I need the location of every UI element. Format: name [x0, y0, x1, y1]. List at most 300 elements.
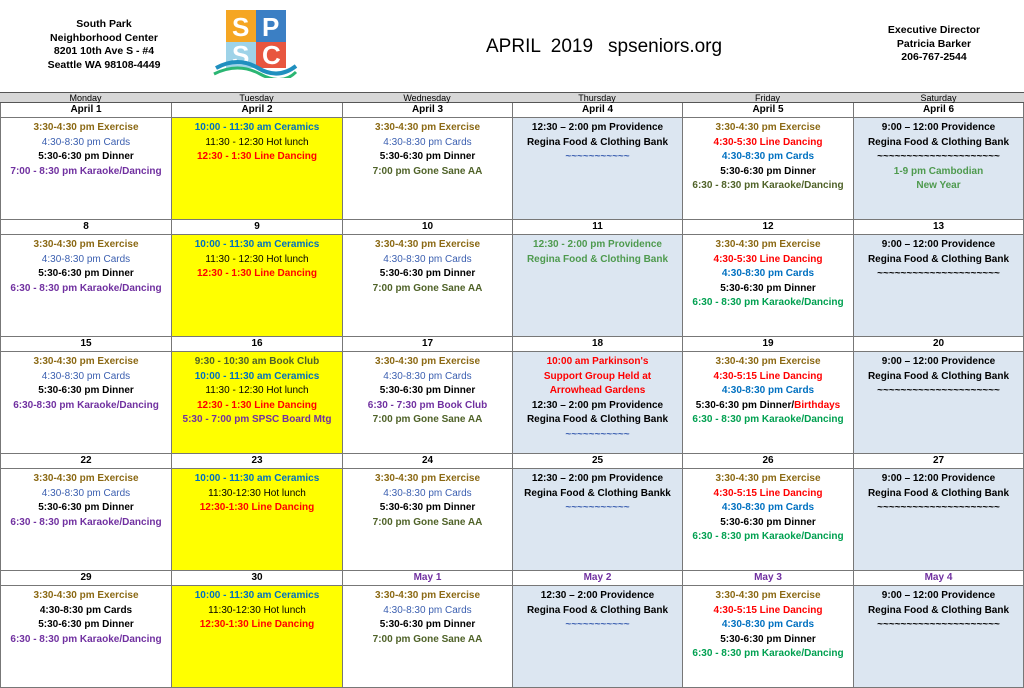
date-label: 9	[172, 220, 342, 235]
event-item	[1, 633, 171, 648]
date-label: May 4	[854, 571, 1023, 586]
event-text: Regina Food & Clothing Bank	[526, 604, 669, 616]
date-label: 16	[172, 337, 342, 352]
event-list	[172, 352, 342, 453]
event-text: 7:00 pm Gone Sane AA	[372, 516, 483, 528]
event-text: 5:30-6:30 pm Dinner	[720, 633, 816, 645]
event-item	[343, 618, 512, 633]
event-item	[172, 501, 342, 516]
date-label: 29	[1, 571, 171, 586]
event-list	[172, 469, 342, 570]
event-text: 6:30 - 7:30 pm Book Club	[367, 399, 488, 411]
event-item	[854, 238, 1023, 253]
event-item	[343, 633, 512, 648]
date-label: May 1	[343, 571, 512, 586]
event-item	[854, 589, 1023, 604]
date-label: April 5	[683, 103, 853, 118]
logo-letter: C	[262, 40, 281, 70]
day-cell	[171, 337, 342, 454]
center-address	[4, 18, 204, 72]
event-item	[513, 413, 682, 428]
event-item	[1, 253, 171, 268]
event-text: Support Group Held at	[543, 370, 652, 382]
date-label: 27	[854, 454, 1023, 469]
event-text: 5:30-6:30 pm Dinner	[720, 516, 816, 528]
event-text: 4:30-8:30 pm Cards	[39, 604, 133, 616]
event-list	[513, 235, 682, 336]
event-text: 4:30-5:30 Line Dancing	[713, 253, 823, 265]
event-text: 6:30 - 8:30 pm Karaoke/Dancing	[10, 633, 162, 645]
date-label: 13	[854, 220, 1023, 235]
event-item	[1, 282, 171, 297]
event-text: 10:00 - 11:30 am Ceramics	[194, 473, 320, 484]
date-label: 15	[1, 337, 171, 352]
event-text: 4:30-8:30 pm Cards	[721, 151, 815, 162]
event-item	[1, 501, 171, 516]
event-item	[343, 355, 512, 370]
day-cell	[0, 337, 171, 454]
event-item	[1, 589, 171, 604]
event-text: 9:30 - 10:30 am Book Club	[194, 356, 320, 367]
event-text: 7:00 - 8:30 pm Karaoke/Dancing	[10, 165, 162, 177]
event-text: 12:30-1:30 Line Dancing	[199, 502, 315, 513]
event-text: 12:30 - 1:30 Line Dancing	[196, 268, 318, 279]
month-title: APRIL 2019	[486, 36, 594, 57]
event-list	[172, 586, 342, 687]
day-cell	[342, 571, 512, 688]
event-item	[854, 472, 1023, 487]
event-text: 5:30-6:30 pm Dinner/	[695, 399, 795, 411]
event-item	[343, 238, 512, 253]
event-text: 6:30-8:30 pm Karaoke/Dancing	[13, 399, 159, 411]
org-line: 8201 10th Ave S - #4	[53, 45, 155, 57]
day-cell	[512, 220, 682, 337]
day-cell	[171, 571, 342, 688]
event-text: 3:30-4:30 pm Exercise	[374, 356, 481, 367]
event-text: 5:30-6:30 pm Dinner	[379, 502, 476, 513]
event-text: 10:00 - 11:30 am Ceramics	[194, 122, 320, 133]
date-label: April 2	[172, 103, 342, 118]
day-cell	[682, 220, 853, 337]
event-text: ~~~~~~~~~~~	[565, 428, 630, 440]
event-text: 10:00 - 11:30 am Ceramics	[194, 590, 320, 601]
event-text: 11:30-12:30 Hot lunch	[208, 487, 306, 499]
event-item	[683, 355, 853, 370]
logo-letter: S	[232, 40, 250, 70]
event-item	[683, 399, 853, 414]
event-text: 4:30-8:30 pm Cards	[721, 502, 815, 513]
date-label: 24	[343, 454, 512, 469]
event-text: 3:30-4:30 pm Exercise	[33, 590, 139, 601]
event-item	[1, 399, 171, 414]
event-text: ~~~~~~~~~~~~~~~~~~~~~	[877, 268, 1000, 279]
event-list	[172, 235, 342, 336]
day-header-wednesday: Wednesday	[342, 92, 512, 103]
event-item	[1, 370, 171, 385]
event-item	[343, 267, 512, 282]
event-item	[854, 618, 1023, 633]
event-text: ~~~~~~~~~~~~~~~~~~~~~	[877, 385, 1000, 396]
event-item	[683, 253, 853, 268]
day-cell	[171, 454, 342, 571]
exec-line: Patricia Barker	[896, 37, 972, 50]
event-text: Regina Food & Clothing Bankk	[524, 487, 671, 499]
event-text: Arrowhead Gardens	[549, 385, 646, 396]
executive-director-info	[846, 24, 1022, 65]
event-list	[513, 118, 682, 219]
event-item	[172, 487, 342, 502]
day-header-saturday: Saturday	[853, 92, 1024, 103]
event-text: 4:30-8:30 pm Cards	[383, 136, 472, 148]
date-label: 18	[513, 337, 682, 352]
event-text: 3:30-4:30 pm Exercise	[33, 122, 139, 133]
event-item	[172, 370, 342, 385]
event-text: 12:30 - 1:30 Line Dancing	[196, 151, 318, 162]
event-item	[854, 267, 1023, 282]
event-text: 3:30-4:30 pm Exercise	[715, 590, 821, 601]
day-header-friday: Friday	[682, 92, 853, 103]
event-item	[343, 384, 512, 399]
event-text: 9:00 – 12:00 Providence	[881, 590, 996, 601]
event-item	[1, 267, 171, 282]
event-list	[343, 469, 512, 570]
date-label: 17	[343, 337, 512, 352]
logo-letter: S	[232, 12, 250, 42]
event-item	[343, 413, 512, 428]
event-text: 12:30 - 2:00 pm Providence	[533, 239, 662, 250]
event-item	[343, 589, 512, 604]
date-label: 11	[513, 220, 682, 235]
event-list	[513, 469, 682, 570]
event-text: 4:30-8:30 pm Cards	[41, 136, 131, 148]
day-cell	[853, 220, 1024, 337]
exec-line: 206-767-2544	[901, 51, 967, 63]
day-cell	[512, 454, 682, 571]
event-text: Regina Food & Clothing Bank	[526, 414, 669, 425]
day-cell	[342, 220, 512, 337]
date-label: 8	[1, 220, 171, 235]
event-text: 5:30-6:30 pm Dinner	[379, 151, 476, 162]
date-label: 30	[172, 571, 342, 586]
event-text: 3:30-4:30 pm Exercise	[33, 239, 139, 250]
event-text: 7:00 pm Gone Sane AA	[372, 165, 483, 177]
event-item	[683, 604, 853, 619]
event-text: 6:30 - 8:30 pm Karaoke/Dancing	[692, 531, 844, 542]
event-list	[683, 586, 853, 687]
event-text: 4:30-5:15 Line Dancing	[713, 604, 823, 616]
event-item	[854, 179, 1023, 194]
event-text: 11:30-12:30 Hot lunch	[208, 604, 306, 616]
event-list	[1, 586, 171, 687]
date-label: April 4	[513, 103, 682, 118]
event-item	[1, 136, 171, 151]
event-text: 12:30 – 2:00 pm Providence	[531, 399, 664, 411]
date-label: 20	[854, 337, 1023, 352]
website-url: spseniors.org	[608, 36, 723, 57]
event-item	[683, 647, 853, 662]
event-text: 3:30-4:30 pm Exercise	[715, 356, 821, 367]
event-list	[854, 469, 1023, 570]
event-text: 7:00 pm Gone Sane AA	[372, 414, 483, 425]
event-text: 3:30-4:30 pm Exercise	[33, 356, 139, 367]
event-text: 4:30-8:30 pm Cards	[721, 385, 815, 396]
event-text: 6:30 - 8:30 pm Karaoke/Dancing	[692, 648, 844, 659]
event-list	[1, 118, 171, 219]
event-text: 7:00 pm Gone Sane AA	[372, 633, 483, 645]
event-text: Regina Food & Clothing Bank	[867, 370, 1010, 382]
event-text: 5:30-6:30 pm Dinner	[379, 385, 476, 396]
event-item	[343, 604, 512, 619]
event-item	[172, 384, 342, 399]
day-cell	[0, 571, 171, 688]
event-item	[172, 355, 342, 370]
event-text: 9:00 – 12:00 Providence	[881, 473, 996, 484]
event-list	[1, 469, 171, 570]
day-cell	[171, 103, 342, 220]
event-text: 4:30-8:30 pm Cards	[41, 370, 131, 382]
event-text: 6:30 - 8:30 pm Karaoke/Dancing	[10, 516, 162, 528]
date-label: April 3	[343, 103, 512, 118]
event-item	[683, 501, 853, 516]
event-list	[1, 352, 171, 453]
event-text: 6:30 - 8:30 pm Karaoke/Dancing	[692, 414, 844, 425]
date-label: April 1	[1, 103, 171, 118]
event-text: 12:30 - 1:30 Line Dancing	[196, 399, 318, 411]
event-item	[343, 253, 512, 268]
calendar-grid	[0, 92, 1024, 688]
event-text: 5:30-6:30 pm Dinner	[38, 502, 134, 513]
event-text: Regina Food & Clothing Bank	[867, 136, 1010, 148]
event-item	[683, 121, 853, 136]
event-text: 4:30-8:30 pm Cards	[721, 268, 815, 279]
event-text: 4:30-8:30 pm Cards	[721, 619, 815, 630]
event-item	[1, 238, 171, 253]
event-item	[854, 136, 1023, 151]
event-text: ~~~~~~~~~~~~~~~~~~~~~	[877, 502, 1000, 513]
event-list	[172, 118, 342, 219]
event-item	[1, 516, 171, 531]
event-item	[683, 238, 853, 253]
event-item	[513, 428, 682, 443]
event-text: 12:30 – 2:00 pm Providence	[531, 122, 664, 133]
event-item	[683, 136, 853, 151]
day-header-thursday: Thursday	[512, 92, 682, 103]
event-text: 5:30-6:30 pm Dinner	[720, 165, 816, 177]
event-text: 11:30 - 12:30 Hot lunch	[205, 385, 309, 396]
event-item	[854, 604, 1023, 619]
event-item	[343, 121, 512, 136]
date-label: 25	[513, 454, 682, 469]
event-text: Regina Food & Clothing Bank	[867, 487, 1010, 499]
event-item	[343, 282, 512, 297]
event-item	[343, 516, 512, 531]
event-item	[513, 253, 682, 268]
event-item	[513, 238, 682, 253]
event-item	[854, 370, 1023, 385]
date-label: 19	[683, 337, 853, 352]
day-cell	[853, 571, 1024, 688]
event-list	[513, 352, 682, 453]
event-item	[1, 618, 171, 633]
event-text: ~~~~~~~~~~~	[565, 502, 630, 513]
event-text: 3:30-4:30 pm Exercise	[374, 590, 481, 601]
event-item	[683, 165, 853, 180]
event-list	[854, 586, 1023, 687]
event-list	[683, 352, 853, 453]
event-list	[343, 352, 512, 453]
event-item	[683, 516, 853, 531]
event-item	[683, 530, 853, 545]
day-cell	[853, 454, 1024, 571]
event-item	[513, 355, 682, 370]
event-item	[343, 501, 512, 516]
event-item	[172, 136, 342, 151]
event-item	[1, 604, 171, 619]
event-item	[172, 589, 342, 604]
day-cell	[342, 337, 512, 454]
event-list	[683, 235, 853, 336]
event-text: 4:30-8:30 pm Cards	[383, 487, 472, 499]
event-text: 12:30 – 2:00 pm Providence	[531, 473, 664, 484]
event-item	[172, 121, 342, 136]
event-item	[1, 150, 171, 165]
date-label: 12	[683, 220, 853, 235]
event-text: 4:30-8:30 pm Cards	[383, 604, 472, 616]
event-text: 10:00 am Parkinson's	[546, 356, 649, 367]
event-text: 9:00 – 12:00 Providence	[881, 356, 996, 367]
event-item	[343, 165, 512, 180]
org-line: South Park	[76, 18, 132, 30]
event-list	[683, 118, 853, 219]
event-text: 6:30 - 8:30 pm Karaoke/Dancing	[692, 297, 844, 308]
event-item	[1, 355, 171, 370]
event-item	[854, 253, 1023, 268]
event-item	[172, 413, 342, 428]
day-cell	[853, 103, 1024, 220]
day-cell	[682, 103, 853, 220]
event-list	[854, 235, 1023, 336]
event-text: 10:00 - 11:30 am Ceramics	[194, 370, 320, 382]
event-text: 5:30-6:30 pm Dinner	[38, 619, 134, 630]
event-item	[854, 355, 1023, 370]
event-text: Regina Food & Clothing Bank	[867, 253, 1010, 265]
event-text: 11:30 - 12:30 Hot lunch	[205, 253, 309, 265]
event-item	[172, 399, 342, 414]
event-text-highlight: Birthdays	[794, 399, 841, 411]
event-item	[343, 472, 512, 487]
day-cell	[0, 103, 171, 220]
event-list	[854, 352, 1023, 453]
day-cell	[512, 571, 682, 688]
event-item	[1, 384, 171, 399]
event-item	[343, 399, 512, 414]
day-cell	[682, 454, 853, 571]
date-label: May 3	[683, 571, 853, 586]
event-item	[683, 267, 853, 282]
event-text: 5:30-6:30 pm Dinner	[38, 385, 134, 396]
event-text: 5:30-6:30 pm Dinner	[379, 619, 476, 630]
event-item	[683, 487, 853, 502]
date-label: 26	[683, 454, 853, 469]
event-item	[513, 501, 682, 516]
event-item	[513, 121, 682, 136]
day-cell	[682, 337, 853, 454]
event-text: ~~~~~~~~~~~~~~~~~~~~~	[877, 619, 1000, 630]
day-cell	[0, 454, 171, 571]
event-item	[513, 370, 682, 385]
event-item	[854, 501, 1023, 516]
event-item	[513, 399, 682, 414]
event-item	[1, 121, 171, 136]
logo-letter: P	[262, 12, 280, 42]
spsc-logo	[212, 8, 298, 78]
event-list	[854, 118, 1023, 219]
day-header-tuesday: Tuesday	[171, 92, 342, 103]
event-item	[172, 267, 342, 282]
event-item	[172, 472, 342, 487]
day-cell	[342, 454, 512, 571]
event-text: 3:30-4:30 pm Exercise	[715, 239, 821, 250]
event-item	[854, 487, 1023, 502]
event-text: 3:30-4:30 pm Exercise	[33, 473, 139, 484]
event-text: 4:30-5:15 Line Dancing	[713, 370, 823, 382]
event-item	[854, 165, 1023, 180]
event-item	[854, 150, 1023, 165]
day-cell	[342, 103, 512, 220]
event-item	[343, 487, 512, 502]
event-text: 5:30-6:30 pm Dinner	[38, 151, 134, 162]
event-item	[683, 179, 853, 194]
event-text: 4:30-5:15 Line Dancing	[713, 487, 823, 499]
date-label: 10	[343, 220, 512, 235]
event-text: 3:30-4:30 pm Exercise	[374, 122, 481, 133]
org-line: Seattle WA 98108-4449	[47, 58, 161, 71]
event-text: 11:30 - 12:30 Hot lunch	[205, 136, 309, 148]
event-text: ~~~~~~~~~~~	[565, 619, 630, 630]
event-text: Regina Food & Clothing Bank	[867, 604, 1010, 616]
event-item	[343, 150, 512, 165]
event-item	[1, 165, 171, 180]
event-item	[513, 604, 682, 619]
event-text: 5:30 - 7:00 pm SPSC Board Mtg	[182, 414, 332, 425]
day-cell	[853, 337, 1024, 454]
event-item	[172, 604, 342, 619]
event-list	[1, 235, 171, 336]
event-item	[172, 150, 342, 165]
event-item	[513, 472, 682, 487]
event-item	[683, 589, 853, 604]
event-item	[513, 150, 682, 165]
event-item	[343, 136, 512, 151]
event-item	[513, 136, 682, 151]
day-cell	[682, 571, 853, 688]
date-label: 23	[172, 454, 342, 469]
day-cell	[512, 103, 682, 220]
event-text: 4:30-8:30 pm Cards	[41, 487, 131, 499]
event-item	[513, 589, 682, 604]
date-label: 22	[1, 454, 171, 469]
event-text: Regina Food & Clothing Bank	[526, 136, 669, 148]
event-text: 5:30-6:30 pm Dinner	[379, 268, 476, 279]
event-item	[172, 253, 342, 268]
event-item	[683, 618, 853, 633]
event-list	[343, 235, 512, 336]
event-text: 3:30-4:30 pm Exercise	[715, 473, 821, 484]
event-item	[683, 633, 853, 648]
event-text: ~~~~~~~~~~~~~~~~~~~~~	[877, 151, 1000, 162]
event-text: 9:00 – 12:00 Providence	[881, 122, 996, 133]
event-item	[683, 150, 853, 165]
